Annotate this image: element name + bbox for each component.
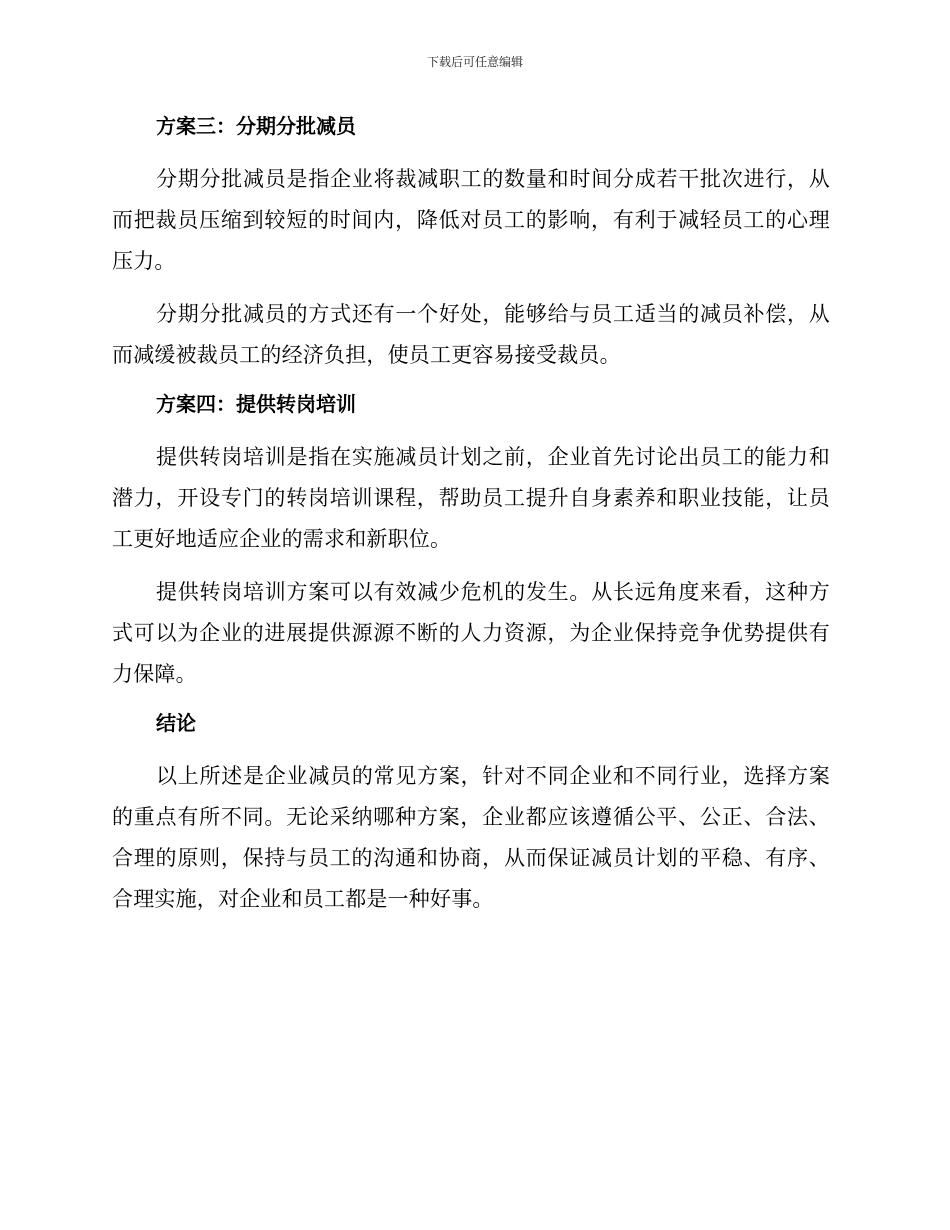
plan3-paragraph-2: 分期分批减员的方式还有一个好处，能够给与员工适当的减员补偿，从而减缓被裁员工的经济负担，使员工更容易接受裁员。 [112, 302, 830, 367]
document-body [112, 110, 830, 920]
plan4-paragraph-1: 提供转岗培训是指在实施减员计划之前，企业首先讨论出员工的能力和潜力，开设专门的转岗培训课程，帮助员工提升自身素养和职业技能，让员工更好地适应企业的需求和新职位。 [112, 445, 830, 551]
plan3-paragraph-1: 分期分批减员是指企业将裁减职工的数量和时间分成若干批次进行，从而把裁员压缩到较短的时间内，降低对员工的影响，有利于减轻员工的心理压力。 [112, 167, 830, 273]
conclusion-heading: 结论 [156, 711, 196, 735]
page-header: 下载后可任意编辑 [426, 55, 523, 69]
plan4-paragraph-2: 提供转岗培训方案可以有效减少危机的发生。从长远角度来看，这种方式可以为企业的进展提供源源不断的人力资源，为企业保持竞争优势提供有力保障。 [112, 580, 830, 686]
plan4-heading: 方案四：提供转岗培训 [156, 392, 356, 416]
plan3-heading: 方案三：分期分批减员 [156, 114, 356, 138]
conclusion-paragraph: 以上所述是企业减员的常见方案，针对不同企业和不同行业，选择方案的重点有所不同。无论采纳哪种方案，企业都应该遵循公平、公正、合法、合理的原则，保持与员工的沟通和协商，从而保证减员计划的平稳、有序、合理实施，对企业和员工都是一种好事。 [112, 764, 830, 911]
